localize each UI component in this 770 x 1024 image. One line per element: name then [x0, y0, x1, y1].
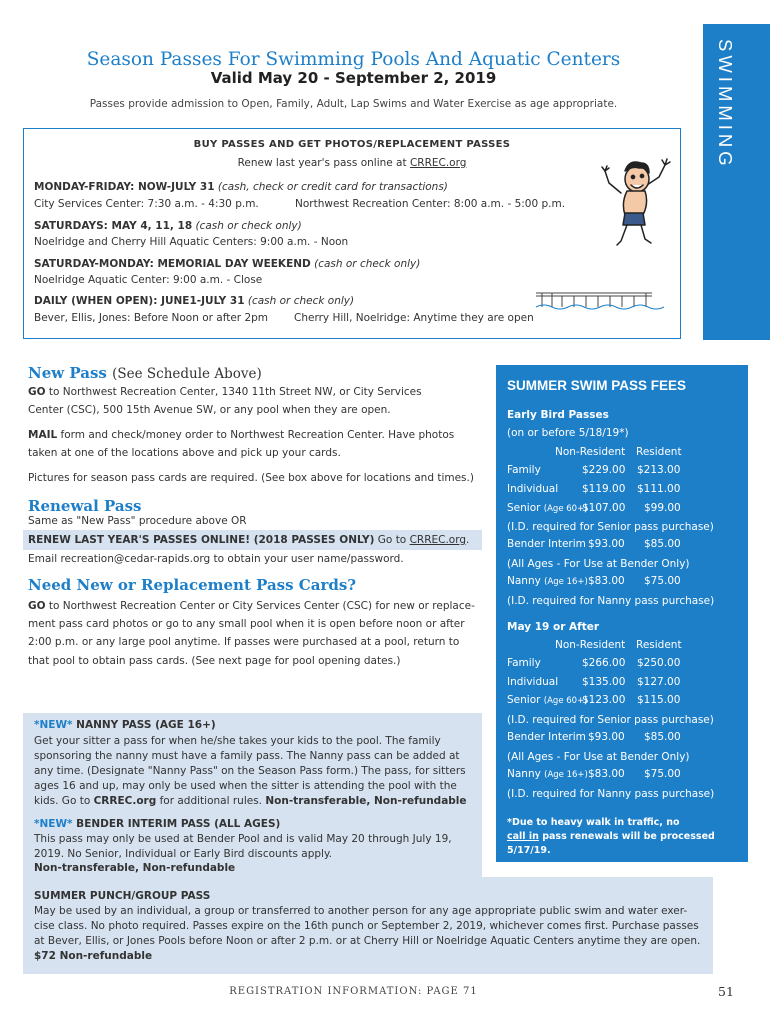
fee-row-note: (I.D. required for Nanny pass purchase): [507, 595, 715, 607]
new-pass-pictures: Pictures for season pass cards are required. (See box above for locations and times.): [28, 472, 474, 484]
fee-row-note: (I.D. required for Senior pass purchase): [507, 521, 714, 533]
new-pass-mail: [28, 429, 454, 441]
section-tab: [703, 24, 770, 340]
section-tab-label: SWIMMING: [715, 39, 736, 170]
renew-online-go: Go to: [374, 534, 410, 546]
fee-row-resident: $85.00: [644, 538, 681, 550]
schedule-title-text: DAILY (WHEN OPEN): JUNE1-JULY 31: [34, 295, 245, 307]
nanny-pass-last-line: [34, 795, 467, 807]
renewal-same-as: Same as "New Pass" procedure above OR: [28, 515, 247, 527]
fee-row-nonresident: $135.00: [582, 676, 626, 688]
schedule-location: Bever, Ellis, Jones: Before Noon or after 2pm: [34, 312, 269, 324]
fee-row-label: Bender Interim: [507, 538, 586, 550]
fee-row-resident: $75.00: [644, 575, 681, 587]
renew-online-line: [28, 534, 469, 546]
schedule-title-text: SATURDAY-MONDAY: MEMORIAL DAY WEEKEND: [34, 258, 311, 270]
bender-pass-title: BENDER INTERIM PASS (ALL AGES): [72, 818, 281, 830]
early-bird-subheading: (on or before 5/18/19*): [507, 427, 629, 439]
col-resident: Resident: [636, 639, 682, 651]
bender-pass-line: 2019. No Senior, Individual or Early Bird discounts apply.: [34, 848, 333, 860]
bender-pass-heading: [34, 818, 280, 830]
renew-online-end: .: [466, 534, 470, 546]
go-label: GO: [28, 386, 46, 398]
fee-row-label: [507, 502, 588, 514]
new-pass-go: [28, 386, 422, 398]
nanny-nonrefundable: Non-transferable, Non-refundable: [265, 795, 467, 807]
buy-box-heading: BUY PASSES AND GET PHOTOS/REPLACEMENT PASSES: [193, 139, 511, 150]
bender-nonrefundable: Non-transferable, Non-refundable: [34, 862, 236, 874]
punch-pass-heading: SUMMER PUNCH/GROUP PASS: [34, 890, 211, 902]
fee-row-resident: $75.00: [644, 768, 681, 780]
fee-age-note: (Age 60+): [543, 504, 588, 514]
nanny-last-pre: kids. Go to: [34, 795, 94, 807]
fees-footnote: *Due to heavy walk in traffic, no: [507, 817, 680, 828]
new-badge: *NEW*: [34, 818, 73, 830]
new-pass-heading-text: New Pass: [28, 364, 107, 382]
nanny-pass-title: NANNY PASS (AGE 16+): [72, 719, 216, 731]
buy-passes-box: [23, 128, 681, 339]
fee-row-label: [507, 694, 588, 706]
page-number: 51: [718, 984, 734, 999]
replacement-heading: Need New or Replacement Pass Cards?: [28, 576, 357, 594]
fees-footnote: [507, 831, 715, 842]
new-pass-mail-cont: taken at one of the locations above and pick up your cards.: [28, 447, 341, 459]
swimmer-jumping-illustration: [599, 153, 679, 253]
renew-online-bold: RENEW LAST YEAR'S PASSES ONLINE! (2018 PASSES ONLY): [28, 534, 375, 546]
replacement-line: ment pass card photos or go to any small pool when it is open before noon or after: [28, 618, 465, 630]
fee-row-label: Family: [507, 657, 541, 669]
schedule-title: [34, 295, 354, 307]
replacement-line: [28, 600, 475, 612]
intro-text: Passes provide admission to Open, Family, Adult, Lap Swims and Water Exercise as age appropriate.: [89, 98, 618, 110]
schedule-note: (cash, check or credit card for transactions): [217, 181, 448, 193]
fee-row-label: Family: [507, 464, 541, 476]
fee-row-nonresident: $93.00: [588, 538, 625, 550]
schedule-title: [34, 258, 420, 270]
punch-pass-line: May be used by an individual, a group or transferred to another person for any age appropriate public swim and water exer-: [34, 905, 688, 917]
fee-row-nonresident: $266.00: [582, 657, 626, 669]
replacement-text: to Northwest Recreation Center or City Services Center (CSC) for new or replace-: [45, 600, 475, 612]
fee-row-label: Individual: [507, 676, 559, 688]
renew-text: Renew last year's pass online at: [237, 157, 410, 169]
nanny-pass-heading: [34, 719, 216, 731]
mail-label: MAIL: [28, 429, 58, 441]
buy-box-renew-line: [24, 157, 680, 169]
swim-pass-fees-panel: [496, 365, 748, 862]
nanny-last-mid: for additional rules.: [156, 795, 266, 807]
new-pass-heading-note: (See Schedule Above): [112, 366, 262, 382]
replacement-line: that pool to obtain pass cards. (See next page for pool opening dates.): [28, 655, 401, 667]
fee-label-text: Nanny: [507, 575, 541, 587]
schedule-title-text: SATURDAYS: MAY 4, 11, 18: [34, 220, 193, 232]
fee-row-note: (All Ages - For Use at Bender Only): [507, 751, 690, 763]
schedule-note: (cash or check only): [247, 295, 355, 307]
fee-label-text: Senior: [507, 694, 541, 706]
new-pass-heading: [28, 364, 262, 382]
fee-label-text: Senior: [507, 502, 541, 514]
bender-pass-line: This pass may only be used at Bender Pool and is valid May 20 through July 19,: [34, 833, 452, 845]
punch-pass-line: cise class. No photo required. Passes expire on the 16th punch or September 2, 2019, whichever comes first. Purchase passes: [34, 920, 699, 932]
schedule-location: City Services Center: 7:30 a.m. - 4:30 p.m.: [34, 198, 259, 210]
fee-age-note: (Age 60+): [543, 696, 588, 706]
new-badge: *NEW*: [34, 719, 73, 731]
fee-row-label: [507, 768, 588, 780]
fee-row-note: (All Ages - For Use at Bender Only): [507, 558, 690, 570]
fee-row-label: Bender Interim: [507, 731, 586, 743]
go-text: to Northwest Recreation Center, 1340 11th Street NW, or City Services: [45, 386, 422, 398]
renewal-email: Email recreation@cedar-rapids.org to obtain your user name/password.: [28, 553, 404, 565]
schedule-location: Noelridge and Cherry Hill Aquatic Centers: 9:00 a.m. - Noon: [34, 236, 349, 248]
fee-row-resident: $250.00: [637, 657, 681, 669]
new-pass-go-cont: Center (CSC), 500 15th Avenue SW, or any pool when they are open.: [28, 404, 391, 416]
go-label: GO: [28, 600, 46, 612]
schedule-location: Cherry Hill, Noelridge: Anytime they are open: [294, 312, 534, 324]
fee-row-resident: $115.00: [637, 694, 681, 706]
fees-footnote-text: pass renewals will be processed: [538, 831, 715, 842]
page-subtitle: Valid May 20 - September 2, 2019: [210, 69, 497, 87]
fee-row-resident: $99.00: [644, 502, 681, 514]
col-resident: Resident: [636, 446, 682, 458]
schedule-title-text: MONDAY-FRIDAY: NOW-JULY 31: [34, 181, 215, 193]
schedule-location: Noelridge Aquatic Center: 9:00 a.m. - Close: [34, 274, 263, 286]
crrec-link[interactable]: CRREC.org: [409, 534, 467, 546]
fee-row-nonresident: $107.00: [582, 502, 626, 514]
fee-row-nonresident: $123.00: [582, 694, 626, 706]
page-title: Season Passes For Swimming Pools And Aquatic Centers: [86, 49, 621, 70]
schedule-note: (cash or check only): [314, 258, 421, 270]
fees-footnote: 5/17/19.: [507, 845, 551, 856]
early-bird-heading: Early Bird Passes: [507, 409, 609, 421]
schedule-note: (cash or check only): [195, 220, 302, 232]
fee-row-nonresident: $83.00: [588, 575, 625, 587]
footer-registration-info: REGISTRATION INFORMATION: PAGE 71: [229, 986, 478, 997]
fee-age-note: (Age 16+): [544, 770, 588, 780]
nanny-pass-line: sponsoring the nanny must have a family pass. The Nanny pass can be added at: [34, 750, 460, 762]
fee-row-nonresident: $93.00: [588, 731, 625, 743]
fee-row-resident: $111.00: [637, 483, 681, 495]
call-in-text: call in: [507, 831, 539, 842]
fee-row-nonresident: $83.00: [588, 768, 625, 780]
col-nonresident: Non-Resident: [555, 639, 626, 651]
may19-heading: May 19 or After: [507, 621, 600, 633]
crrec-link[interactable]: CRREC.org: [93, 795, 157, 807]
schedule-title: [34, 181, 448, 193]
fee-row-resident: $213.00: [637, 464, 681, 476]
nanny-pass-line: any time. (Designate "Nanny Pass" on the Season Pass form.) The pass, for sitters: [34, 765, 466, 777]
fee-row-note: (I.D. required for Senior pass purchase): [507, 714, 714, 726]
schedule-title: [34, 220, 302, 232]
col-nonresident: Non-Resident: [555, 446, 626, 458]
diving-board-pool-illustration: [534, 289, 674, 313]
replacement-line: 2:00 p.m. or any large pool anytime. If passes were purchased at a pool, return to: [28, 636, 460, 648]
fee-row-resident: $85.00: [644, 731, 681, 743]
fee-age-note: (Age 16+): [544, 577, 588, 587]
renewal-pass-heading: Renewal Pass: [28, 497, 142, 515]
fee-row-label: [507, 575, 588, 587]
fee-row-note: (I.D. required for Nanny pass purchase): [507, 788, 715, 800]
fee-label-text: Nanny: [507, 768, 541, 780]
punch-pass-price: $72 Non-refundable: [34, 950, 153, 962]
fee-row-nonresident: $119.00: [582, 483, 626, 495]
fee-row-nonresident: $229.00: [582, 464, 626, 476]
nanny-pass-line: Get your sitter a pass for when he/she takes your kids to the pool. The family: [34, 735, 441, 747]
fee-row-label: Individual: [507, 483, 559, 495]
mail-text: form and check/money order to Northwest Recreation Center. Have photos: [57, 429, 455, 441]
schedule-location: Northwest Recreation Center: 8:00 a.m. - 5:00 p.m.: [295, 198, 566, 210]
punch-pass-line: at Bever, Ellis, or Jones Pools before Noon or after 2 p.m. or at Cherry Hill or Noelridge Aquatic Centers anytime they are open.: [34, 935, 701, 947]
fee-row-resident: $127.00: [637, 676, 681, 688]
crrec-link[interactable]: CRREC.org: [409, 157, 467, 169]
fees-title: SUMMER SWIM PASS FEES: [507, 378, 687, 393]
nanny-pass-line: ages 16 and up, may only be used when the sitter is attending the pool with the: [34, 780, 457, 792]
